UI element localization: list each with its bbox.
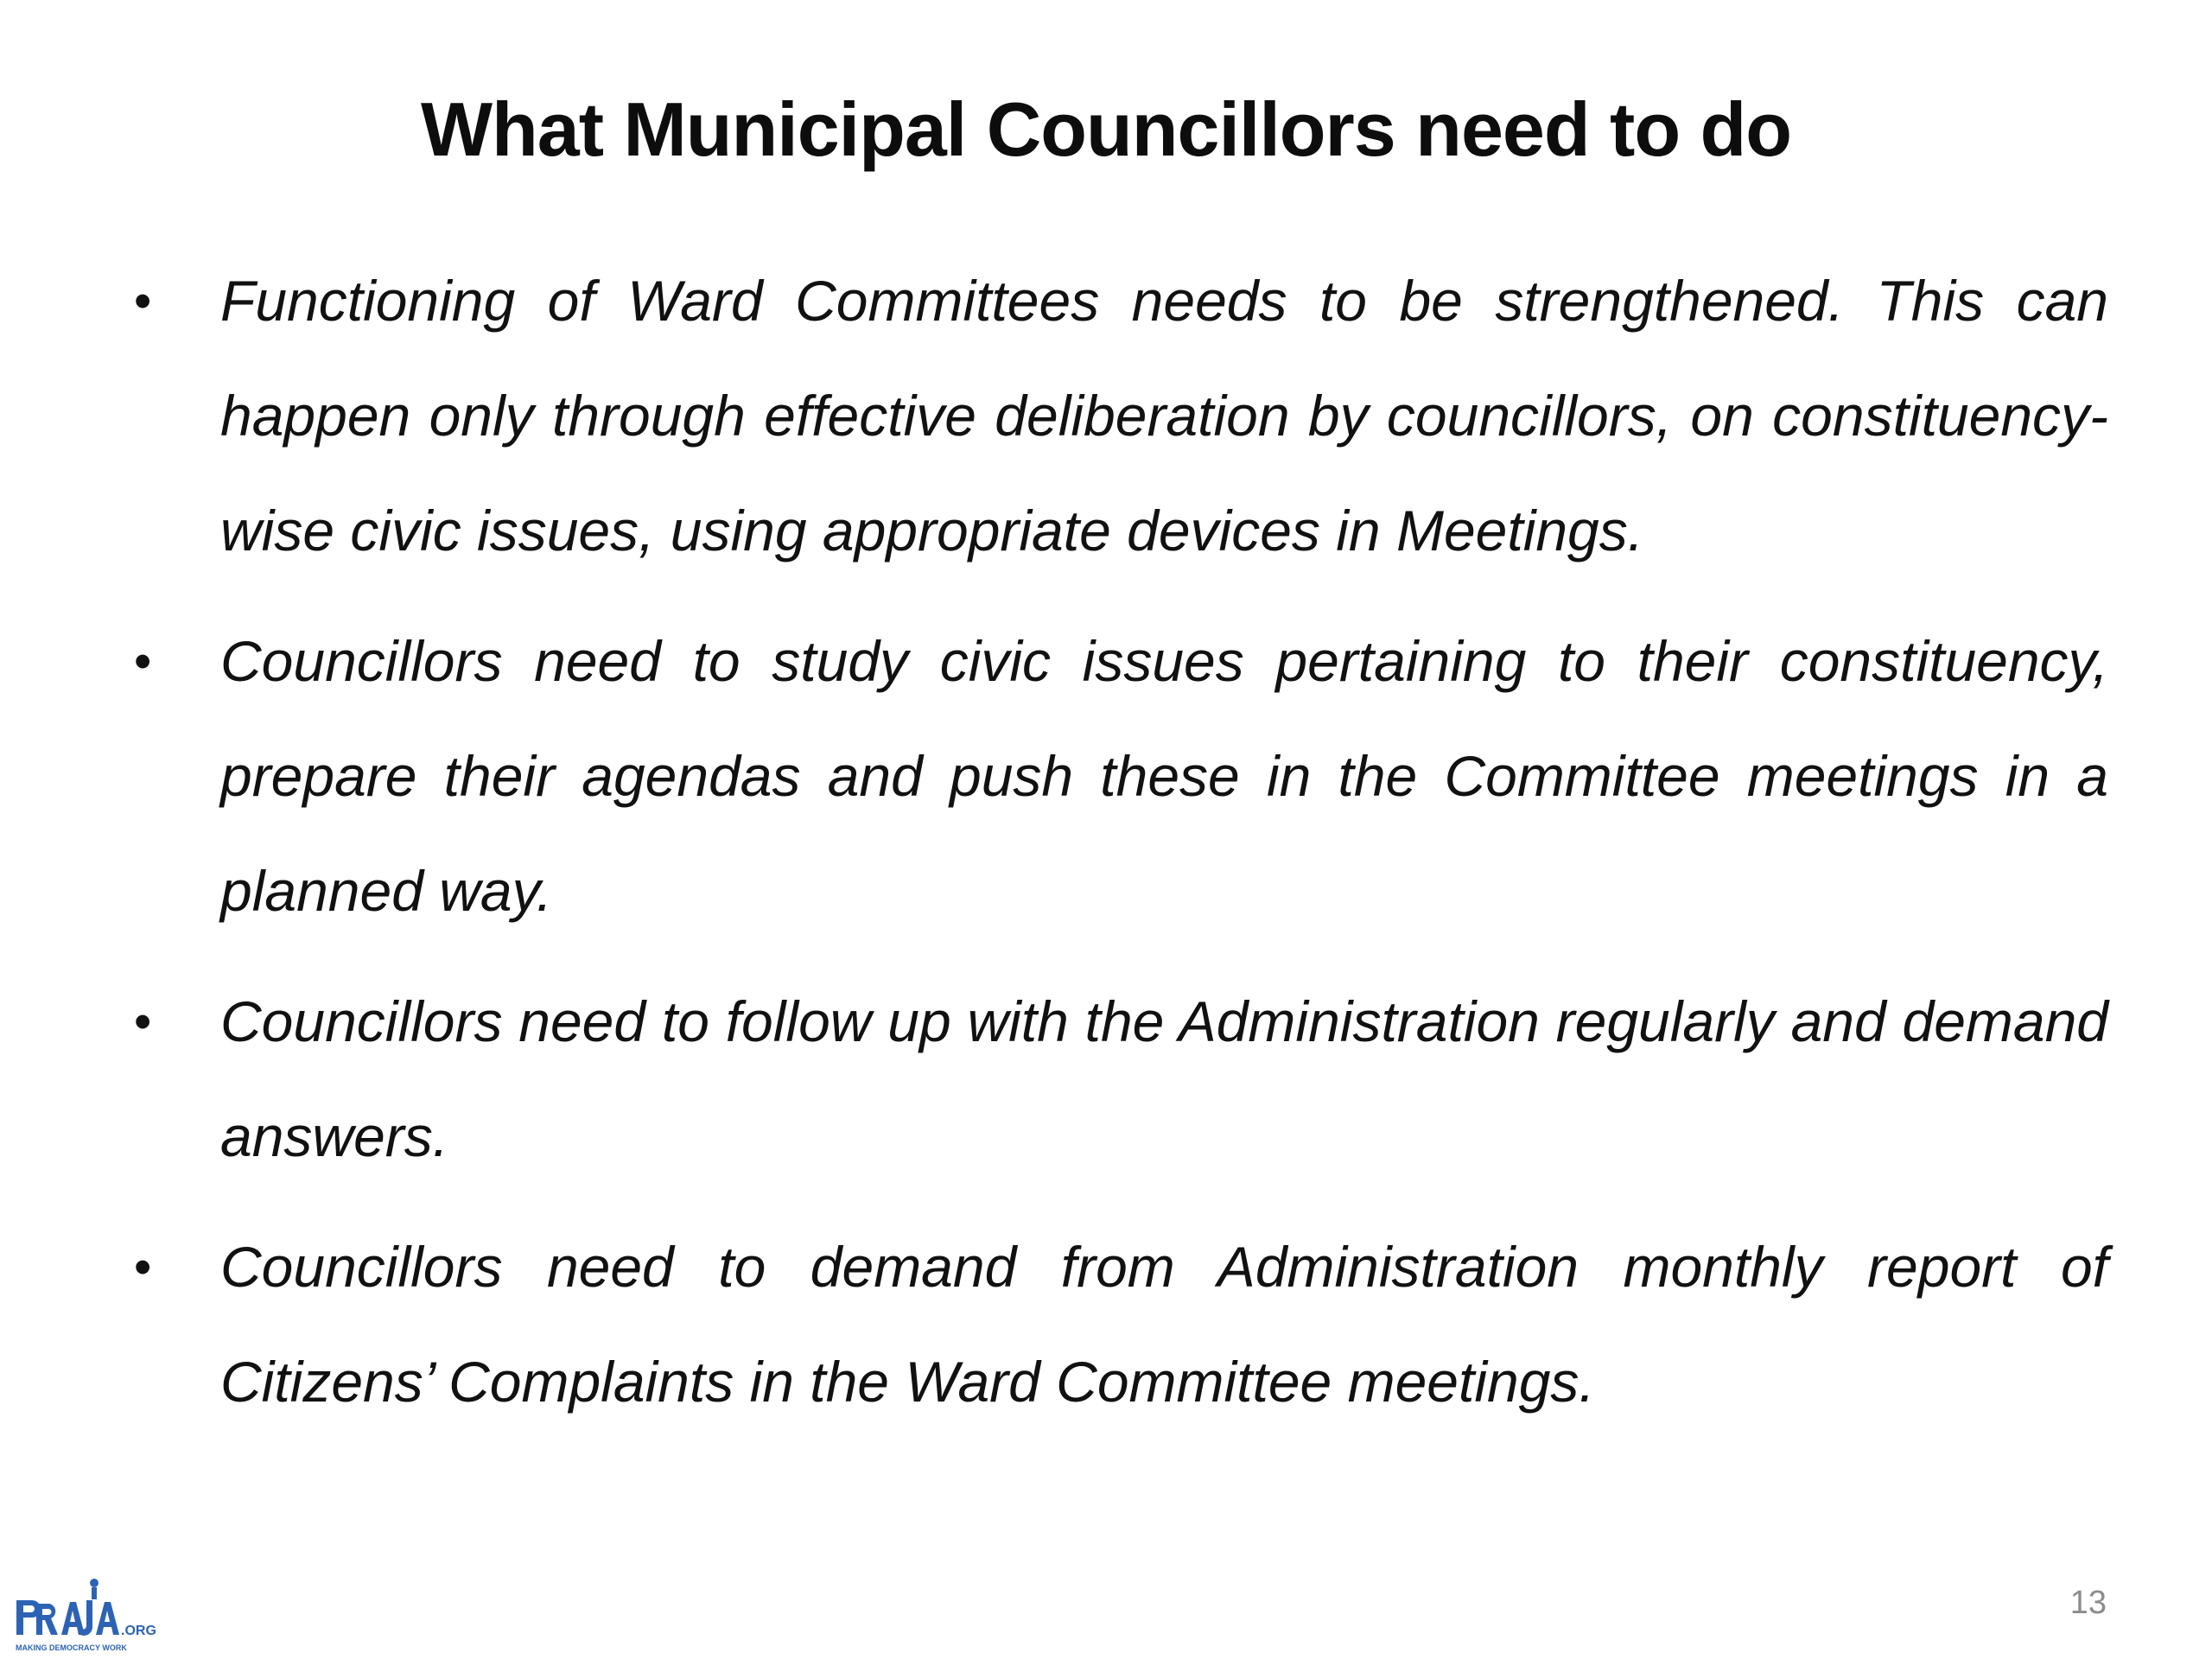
praja-logo-icon xyxy=(14,1574,156,1656)
bullet-text: Councillors need to study civic issues pertaining to their constituency, prepare their agendas and push these in the Committee meetings in a planned way. xyxy=(220,629,2108,923)
bullet-item-4 xyxy=(125,1210,2108,1440)
slide-title: What Municipal Councillors need to do xyxy=(420,86,1792,172)
bullet-item-3 xyxy=(125,964,2108,1194)
logo-suffix: .ORG xyxy=(121,1624,156,1638)
bullet-text: Councillors need to demand from Administration monthly report of Citizens’ Complaints in the Ward Committee meetings. xyxy=(220,1235,2108,1414)
bullet-marker: • xyxy=(134,994,152,1050)
bullet-marker: • xyxy=(134,633,152,690)
bullet-marker: • xyxy=(134,1239,152,1295)
bullet-text: Councillors need to follow up with the Administration regularly and demand answers. xyxy=(220,989,2108,1168)
logo-tagline: MAKING DEMOCRACY WORK xyxy=(16,1643,127,1652)
bullet-item-2 xyxy=(125,604,2108,949)
bullet-list xyxy=(125,244,2108,1455)
bullet-item-1 xyxy=(125,244,2108,588)
bullet-text: Functioning of Ward Committees needs to be strengthened. This can happen only through effective deliberation by councillors, on constituency-wise civic issues, using appropriate devices in Meetings. xyxy=(220,269,2108,563)
page-number: 13 xyxy=(2069,1585,2107,1621)
bullet-marker: • xyxy=(134,273,152,329)
